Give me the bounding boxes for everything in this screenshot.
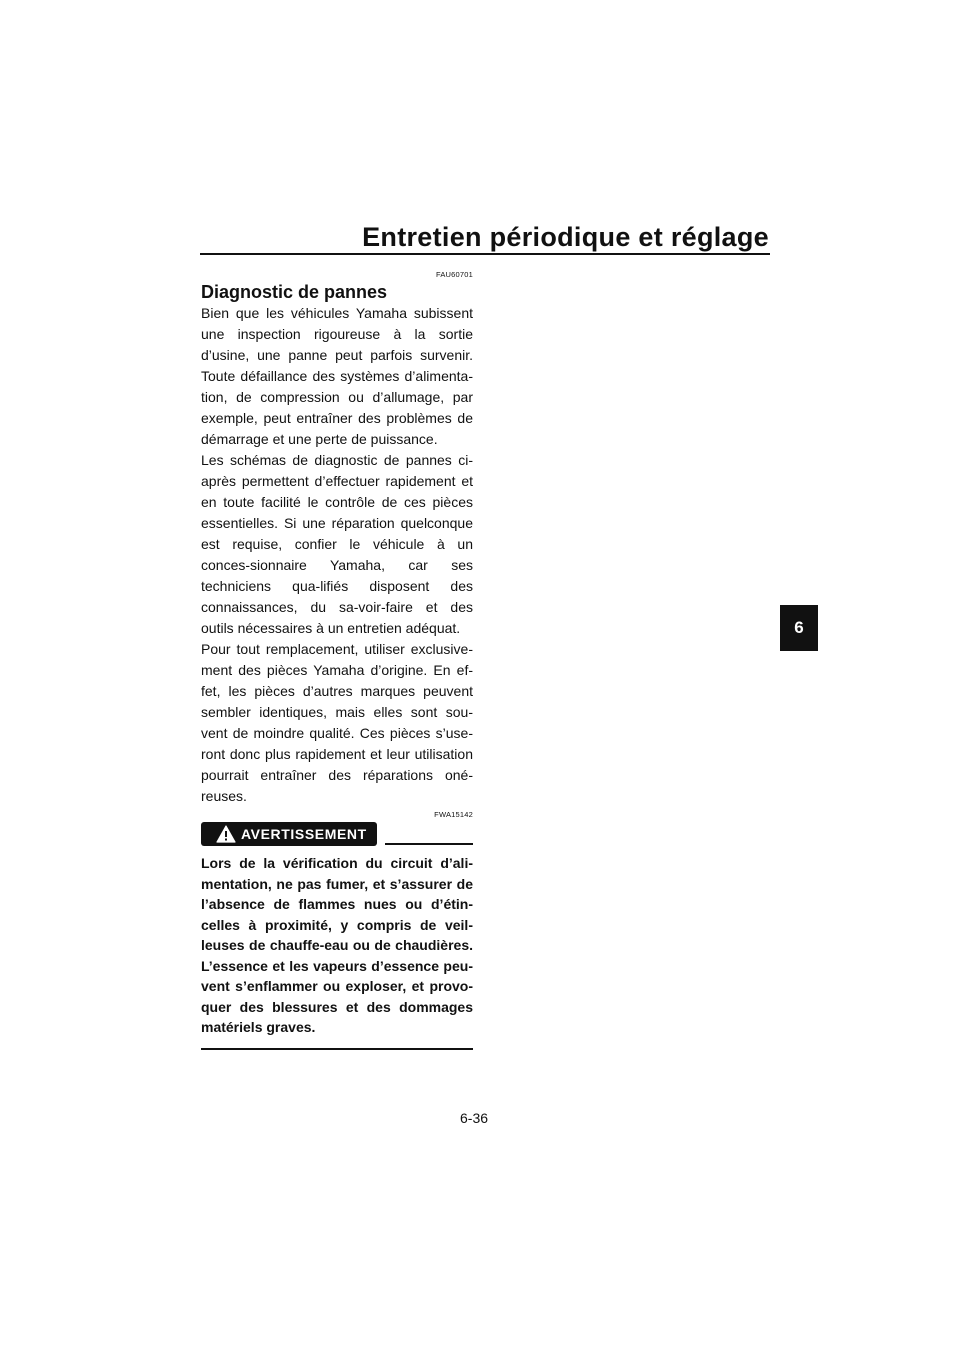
warning-badge xyxy=(201,822,377,846)
paragraph-3: Pour tout remplacement, utiliser exclusive-ment des pièces Yamaha d’origine. En ef-fet, les pièces d’autres marques peuvent sembler identiques, mais elles sont sou-vent de moindre qualité. Ces pièces s’use-ront donc plus rapidement et leur utilisation pourrait entraîner des réparations oné-reuses. xyxy=(201,641,473,804)
paragraph-2: Les schémas de diagnostic de pannes ci-après permettent d’effectuer rapidement et en toute facilité le contrôle de ces pièces essentielles. Si une réparation quelconque est requise, confier le véhicule à un conces-sionnaire Yamaha, car ses techniciens qua-lifiés disposent des connaissances, du sa-voir-faire et des outils nécessaires à un entretien adéquat. xyxy=(201,452,473,636)
content-column xyxy=(201,270,473,1050)
warning-text: Lors de la vérification du circuit d’ali-mentation, ne pas fumer, et s’assurer de l’absence de flammes nues ou d’étin-celles à proximité, y compris de veil-leuses de chauffe-eau ou de chaudières. L’essence et les vapeurs d’essence peu-vent s’enflammer ou exploser, et provo-quer des blessures et des dommages matériels graves. xyxy=(201,855,473,1035)
warning-block xyxy=(201,810,473,1050)
page-number: 6-36 xyxy=(460,1110,489,1126)
page-header-title: Entretien périodique et réglage xyxy=(362,222,769,252)
warning-header xyxy=(201,822,473,846)
warning-label: AVERTISSEMENT xyxy=(241,826,367,842)
warning-ref-code: FWA15142 xyxy=(434,810,473,819)
section-title: Diagnostic de pannes xyxy=(201,282,388,302)
section-ref-code: FAU60701 xyxy=(435,270,473,279)
paragraph-1: Bien que les véhicules Yamaha subissent une inspection rigoureuse à la sortie d’usine, une panne peut parfois survenir. Toute défaillance des systèmes d’alimenta-tion, de compression ou d’allumage, par exemple, peut entraîner des problèmes de démarrage et une perte de puissance. xyxy=(201,305,473,447)
warning-bottom-rule xyxy=(201,1048,473,1050)
warning-header-rule xyxy=(385,843,473,845)
chapter-tab[interactable]: 6 xyxy=(780,605,818,651)
header-rule xyxy=(200,253,770,255)
warning-triangle-icon xyxy=(216,825,236,843)
